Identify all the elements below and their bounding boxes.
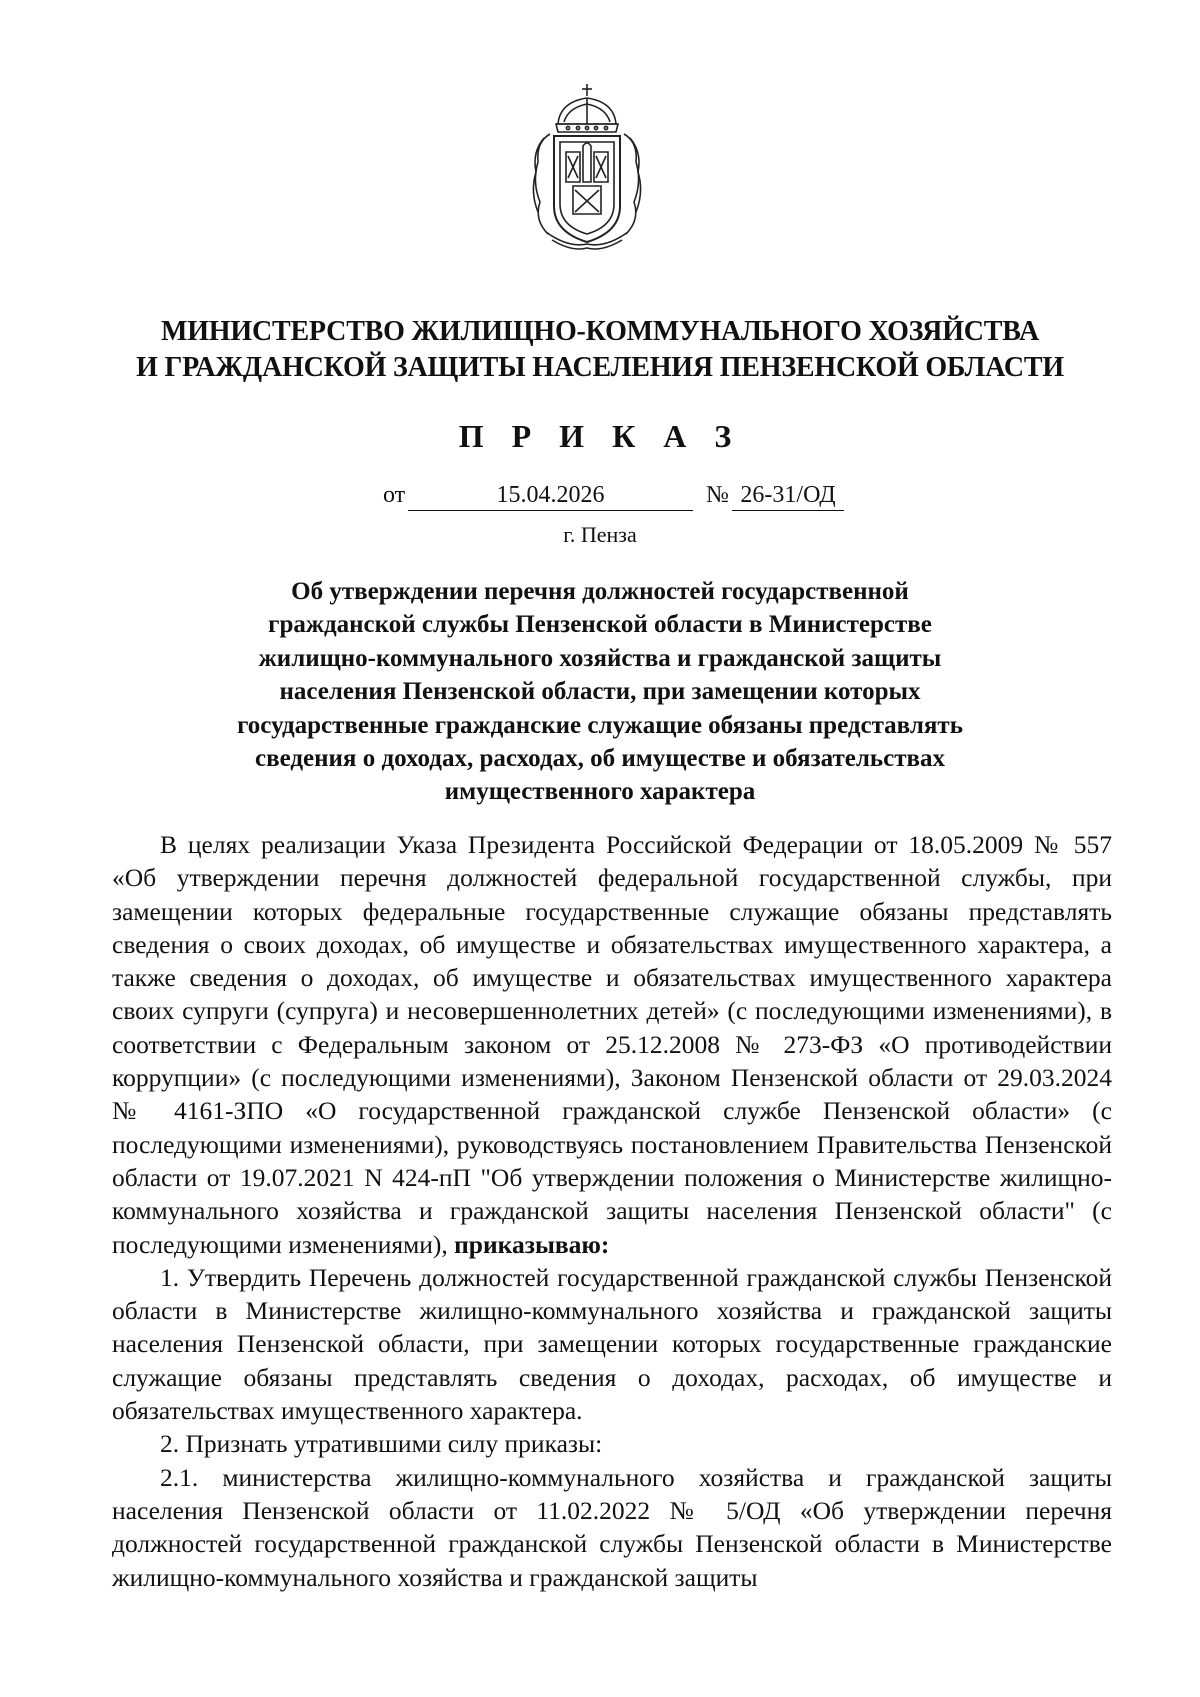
- number-prefix: №: [706, 482, 729, 508]
- item-1-paragraph: 1. Утвердить Перечень должностей государственной гражданской службы Пензенской области в Министерстве жилищно-коммунального хозяйства и гражданской защиты населения Пензенской области, при замещении которых государственные гражданские служащие обязаны представлять сведения о доходах, расходах, об имуществе и обязательствах имущественного характера.: [112, 1262, 1112, 1426]
- ministry-line-2: И ГРАЖДАНСКОЙ ЗАЩИТЫ НАСЕЛЕНИЯ ПЕНЗЕНСКОЙ ОБЛАСТИ: [136, 352, 1064, 383]
- document-type-title: П Р И К А З: [458, 418, 742, 454]
- order-number: 26-31/ОД: [732, 482, 844, 511]
- ministry-line-1: МИНИСТЕРСТВО ЖИЛИЩНО-КОММУНАЛЬНОГО ХОЗЯЙСТВА: [160, 316, 1039, 347]
- city: г. Пенза: [563, 522, 637, 547]
- item-2-paragraph: 2. Признать утратившими силу приказы:: [160, 1429, 603, 1459]
- item-2-1-paragraph: 2.1. министерства жилищно-коммунального хозяйства и гражданской защиты населения Пензенской области от 11.02.2022 № 5/ОД «Об утверждении перечня должностей государственной гражданской службы Пензенской области в Министерстве жилищно-коммунального хозяйства и гражданской защиты: [112, 1462, 1112, 1592]
- document-body: [112, 828, 1112, 1594]
- subject-line: гражданской службы Пензенской области в Министерстве: [268, 611, 932, 639]
- subject-line: сведения о доходах, расходах, об имуществе и обязательствах: [255, 745, 945, 773]
- preamble-paragraph: [112, 828, 1112, 1261]
- subject-line: жилищно-коммунального хозяйства и гражданской защиты: [258, 644, 942, 672]
- coat-of-arms-icon: [528, 82, 646, 250]
- subject-line: государственные гражданские служащие обязаны представлять: [237, 711, 963, 739]
- date-number-line: [0, 482, 1200, 512]
- subject-line: имущественного характера: [444, 778, 756, 806]
- subject-line: населения Пензенской области, при замещении которых: [279, 678, 921, 706]
- subject-line: Об утверждении перечня должностей государственной: [291, 578, 909, 605]
- date-prefix: от: [383, 482, 406, 508]
- order-subject: [150, 575, 1050, 809]
- preamble-text: В целях реализации Указа Президента Российской Федерации от 18.05.2009 № 557 «Об утверждении перечня должностей федеральной государственной службы, при замещении которых федеральные государственные служащие обязаны представлять сведения о своих доходах, об имуществе и обязательствах имущественного характера, а также сведения о доходах, об имуществе и обязательствах имущественного характера своих супруги (супруга) и несовершеннолетних детей» (с последующими изменениями), в соответствии с Федеральным законом от 25.12.2008 № 273-ФЗ «О противодействии коррупции» (с последующими изменениями), Законом Пензенской области от 29.03.2024 № 4161-ЗПО «О государственной гражданской службе Пензенской области» (с последующими изменениями), руководствуясь постановлением Правительства Пензенской области от 19.07.2021 N 424-пП "Об утверждении положения о Министерстве жилищно-коммунального хозяйства и гражданской защиты населения Пензенской области" (с последующими изменениями),: [112, 830, 1112, 1259]
- ministry-name: [100, 314, 1100, 386]
- order-date: 15.04.2026: [408, 482, 693, 511]
- order-word: приказываю:: [454, 1229, 610, 1259]
